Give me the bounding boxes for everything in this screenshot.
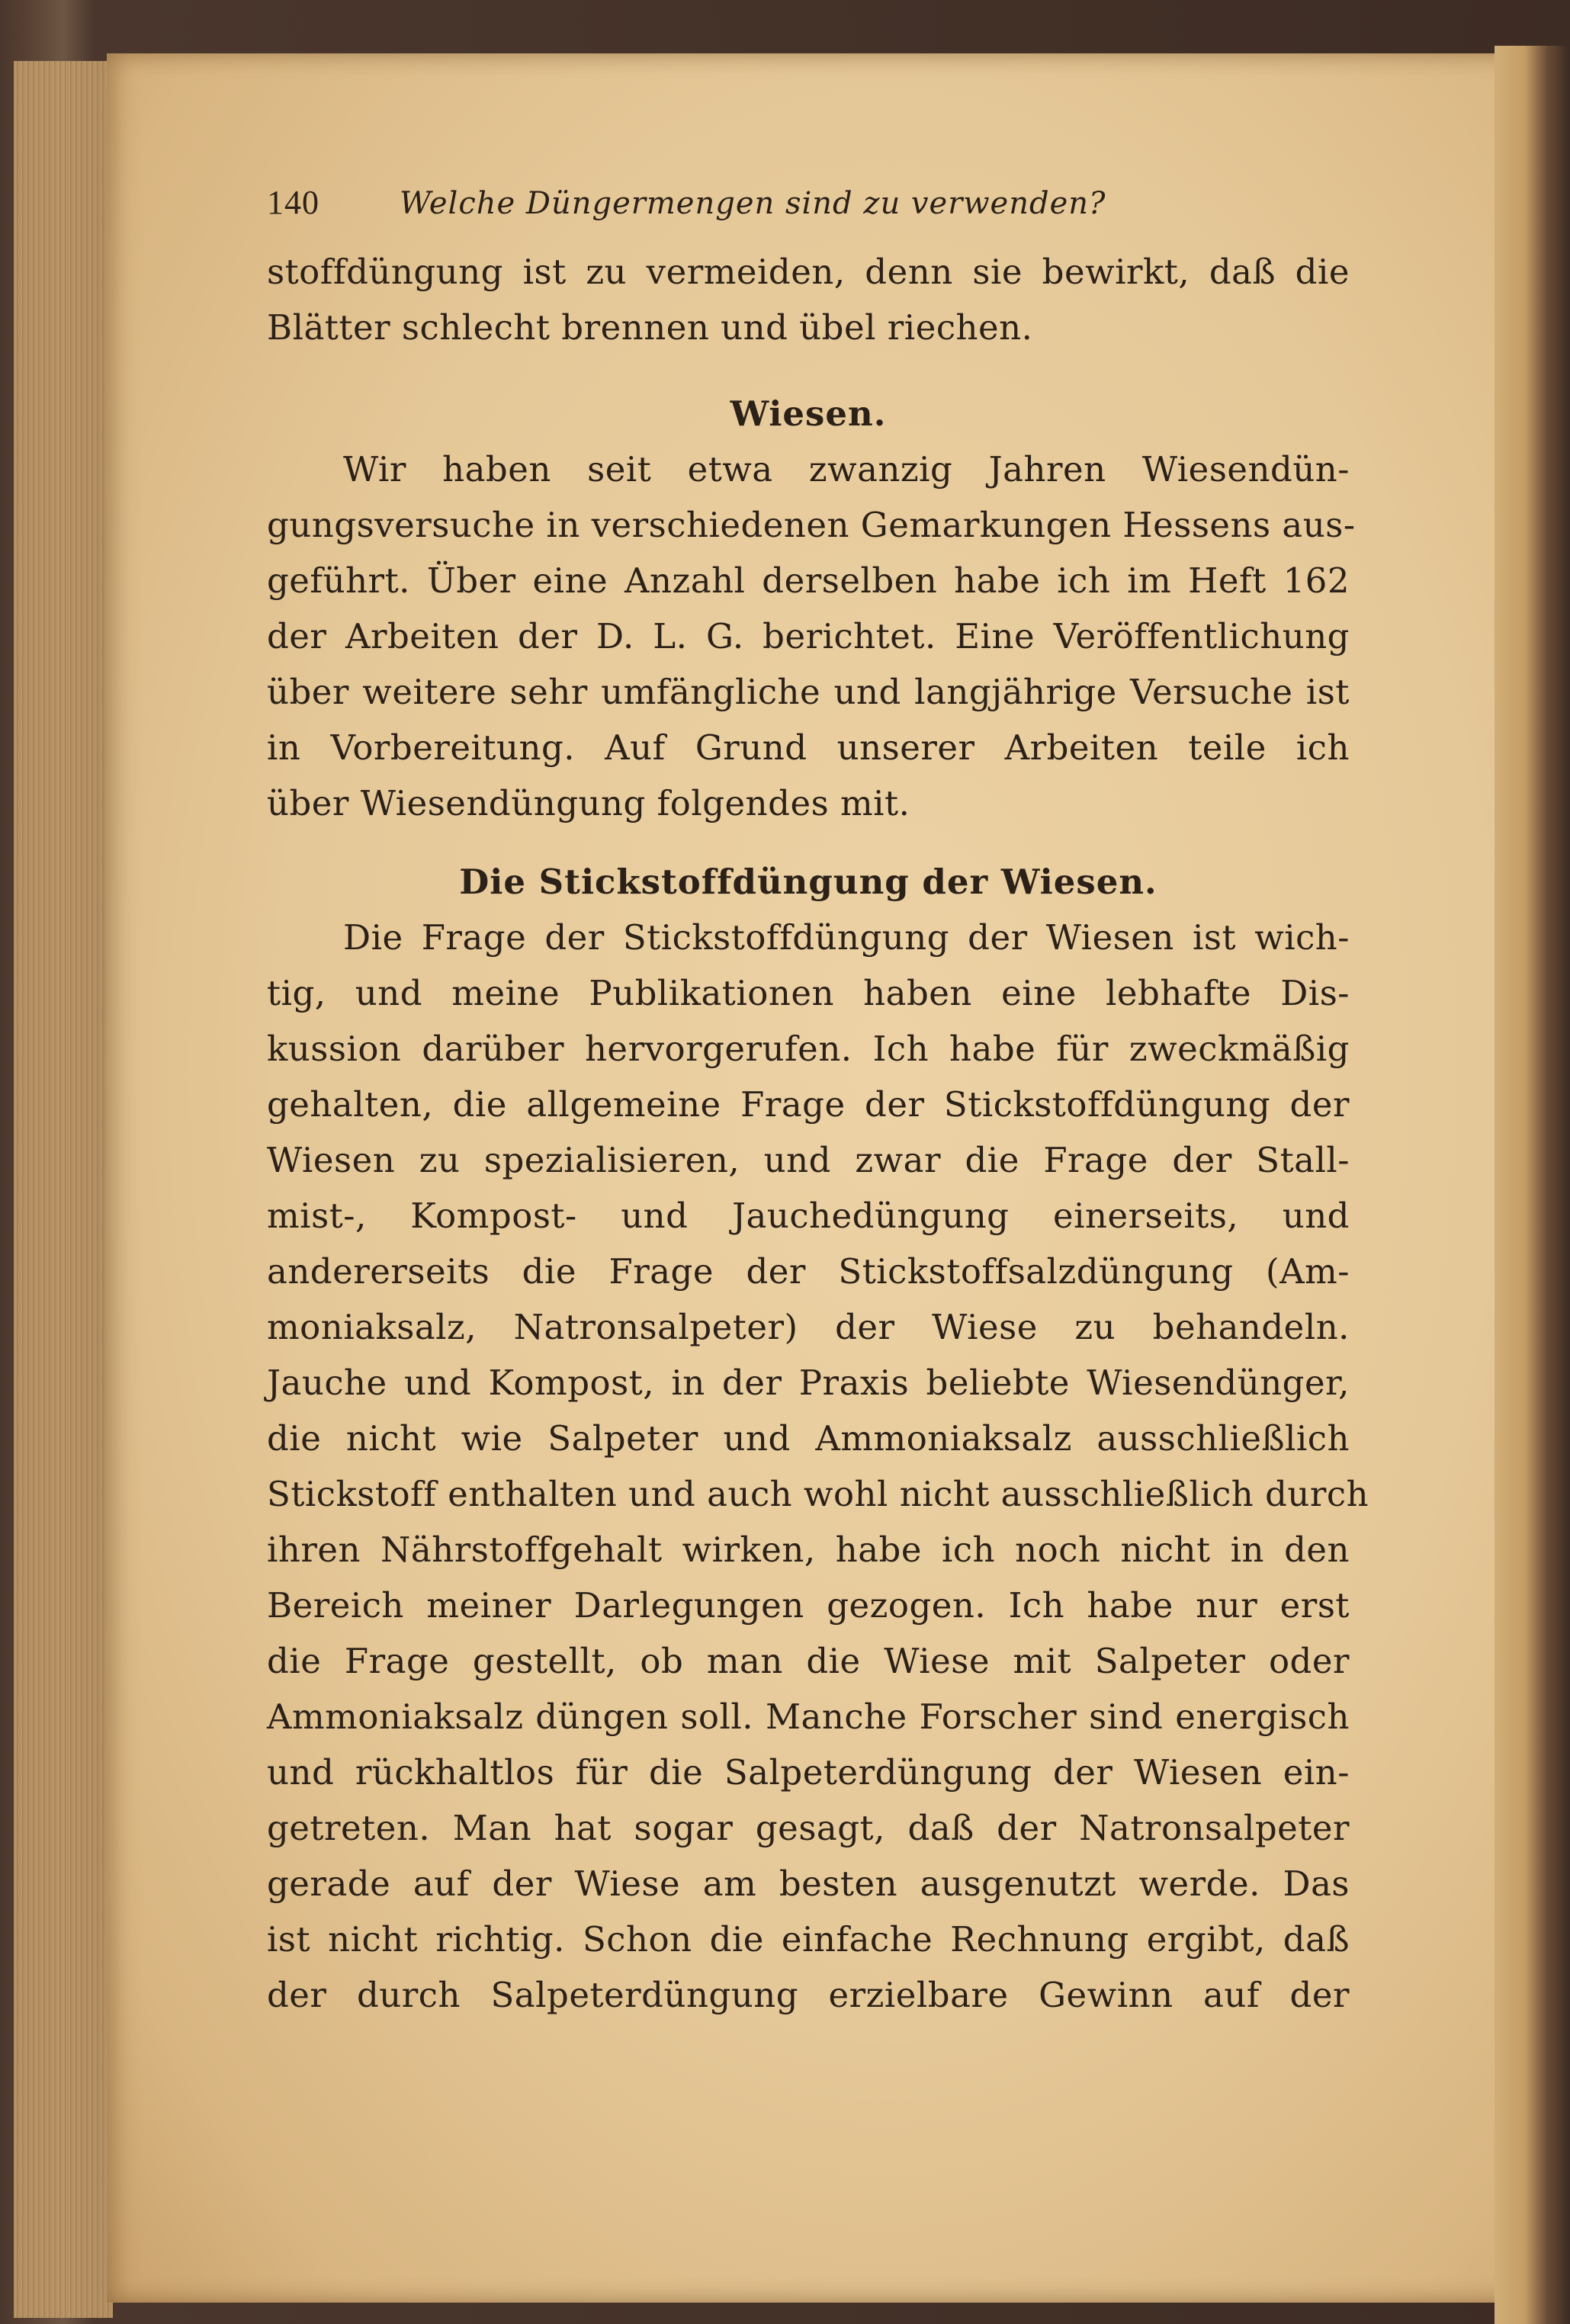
running-head (267, 183, 1350, 244)
page-number: 140 (267, 184, 319, 221)
text-line: über weitere sehr umfängliche und langjährige Versuche ist (267, 672, 1350, 712)
text-line: moniaksalz, Natronsalpeter) der Wiese zu behandeln. (267, 1307, 1350, 1347)
text-line: Wir haben seit etwa zwanzig Jahren Wiesendün- (343, 449, 1350, 490)
text-line: ihren Nährstoffgehalt wirken, habe ich noch nicht in den (267, 1530, 1350, 1570)
text-line: der durch Salpeterdüngung erzielbare Gewinn auf der (267, 1975, 1350, 2015)
text-line: Stickstoff enthalten und auch wohl nicht ausschließlich durch (267, 1474, 1369, 1514)
text-line: gungsversuche in verschiedenen Gemarkungen Hessens aus- (267, 505, 1356, 545)
text-line: Ammoniaksalz düngen soll. Manche Forscher sind energisch (267, 1696, 1350, 1737)
text-line: ist nicht richtig. Schon die einfache Rechnung ergibt, daß (267, 1919, 1350, 1960)
book-gutter (1495, 46, 1570, 2324)
section-stickstoff-paragraph (267, 910, 1369, 2023)
section-heading-stickstoffduengung: Die Stickstoffdüngung der Wiesen. (459, 862, 1157, 902)
text-line: und rückhaltlos für die Salpeterdüngung der Wiesen ein- (267, 1752, 1350, 1793)
text-line: tig, und meine Publikationen haben eine lebhafte Dis- (267, 973, 1350, 1013)
text-line: kussion darüber hervorgerufen. Ich habe für zweckmäßig (267, 1029, 1350, 1069)
book-page-edges (14, 61, 113, 2318)
running-head-title: Welche Düngermengen sind zu verwenden? (400, 186, 1106, 221)
text-line: Bereich meiner Darlegungen gezogen. Ich habe nur erst (267, 1585, 1350, 1626)
text-line: stoffdüngung ist zu vermeiden, denn sie bewirkt, daß die (267, 252, 1350, 292)
text-line: Wiesen zu spezialisieren, und zwar die Frage der Stall- (267, 1140, 1350, 1180)
text-line: Blätter schlecht brennen und übel riechen. (267, 307, 1033, 348)
text-line: Die Frage der Stickstoffdüngung der Wiesen ist wich- (343, 917, 1350, 958)
text-line: über Wiesendüngung folgendes mit. (267, 783, 910, 823)
text-line: andererseits die Frage der Stickstoffsalzdüngung (Am- (267, 1251, 1350, 1292)
section-heading-wiesen: Wiesen. (730, 393, 887, 434)
text-line: geführt. Über eine Anzahl derselben habe ich im Heft 162 (267, 560, 1350, 601)
page-text (267, 183, 1369, 2023)
text-line: getreten. Man hat sogar gesagt, daß der Natronsalpeter (267, 1808, 1350, 1848)
text-line: der Arbeiten der D. L. G. berichtet. Eine Veröffentlichung (267, 616, 1350, 656)
text-line: die nicht wie Salpeter und Ammoniaksalz ausschließlich (267, 1418, 1350, 1459)
text-line: die Frage gestellt, ob man die Wiese mit Salpeter oder (267, 1641, 1350, 1681)
intro-paragraph (267, 244, 1350, 355)
text-line: mist-, Kompost- und Jauchedüngung einerseits, und (267, 1196, 1350, 1236)
text-line: Jauche und Kompost, in der Praxis beliebte Wiesendünger, (267, 1363, 1350, 1403)
text-line: gehalten, die allgemeine Frage der Stickstoffdüngung der (267, 1084, 1350, 1125)
text-line: gerade auf der Wiese am besten ausgenutzt werde. Das (267, 1863, 1350, 1904)
text-line: in Vorbereitung. Auf Grund unserer Arbeiten teile ich (267, 727, 1350, 768)
section-wiesen-paragraph (267, 441, 1356, 831)
